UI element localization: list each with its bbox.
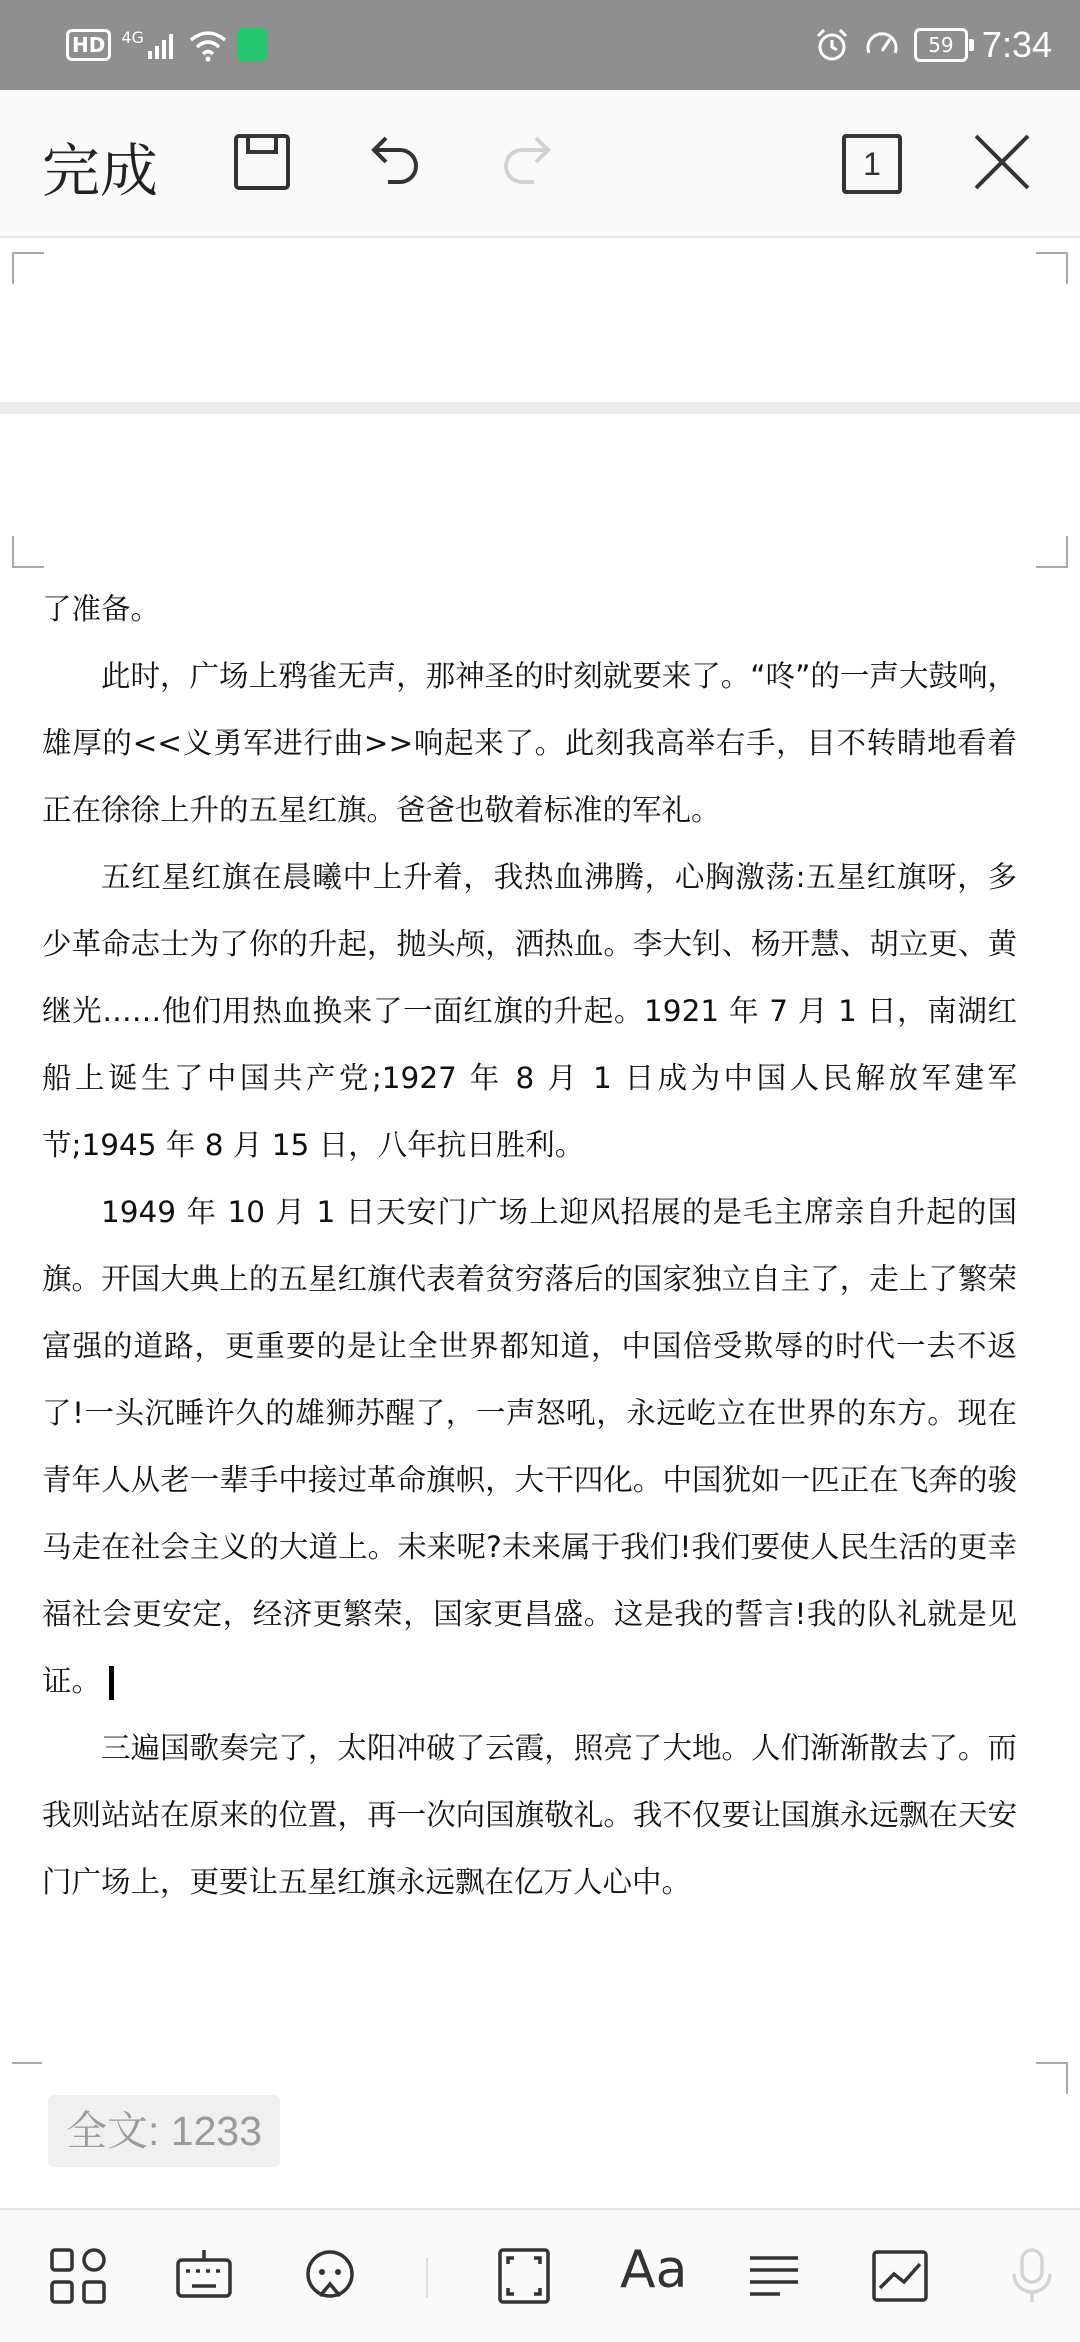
paragraph: 此时，广场上鸦雀无声，那神圣的时刻就要来了。“咚”的一声大鼓响，雄厚的<<义勇军进行曲>>响起来了。此刻我高举右手，目不转睛地看着正在徐徐上升的五星红旗。爸爸也敬着标准的军礼。 <box>42 659 1017 827</box>
insert-image-icon[interactable] <box>868 2244 932 2308</box>
editor-toolbar <box>0 90 1080 238</box>
paragraph: 了准备。 <box>42 592 161 626</box>
page-count-button[interactable] <box>842 134 902 194</box>
assistant-icon[interactable] <box>298 2244 362 2308</box>
security-app-icon <box>238 28 268 62</box>
alarm-icon <box>814 27 850 63</box>
battery-indicator: 59 <box>914 28 968 62</box>
speedometer-icon <box>864 27 900 63</box>
text-cursor <box>109 1666 114 1700</box>
signal-icon <box>146 29 178 61</box>
page-corner-mark <box>1036 536 1068 568</box>
bottom-toolbar <box>0 2208 1080 2342</box>
keyboard-icon[interactable] <box>172 2244 236 2308</box>
wifi-icon <box>188 28 228 62</box>
redo-icon[interactable] <box>488 122 568 202</box>
page-corner-mark <box>12 536 44 568</box>
font-format-button[interactable]: Aa <box>620 2240 688 2300</box>
save-icon[interactable] <box>222 122 302 202</box>
microphone-icon[interactable] <box>1000 2244 1064 2308</box>
status-right <box>814 18 1052 72</box>
status-bar <box>0 0 1080 90</box>
page-corner-mark <box>12 252 44 284</box>
network-type-label: 4G <box>121 27 144 47</box>
apps-grid-icon[interactable] <box>46 2244 110 2308</box>
toolbar-divider <box>426 2258 428 2298</box>
page-corner-mark <box>1036 252 1068 284</box>
undo-icon[interactable] <box>354 122 434 202</box>
paragraph: 五红星红旗在晨曦中上升着，我热血沸腾，心胸激荡:五星红旗呀，多少革命志士为了你的升起，抛头颅，洒热血。李大钊、杨开慧、胡立更、黄继光……他们用热血换来了一面红旗的升起。1921 年 7 月 1 日，南湖红船上诞生了中国共产党;1927 年 8 月 1 日成为中国人民解放军建军节;1945 年 8 月 15 日，八年抗日胜利。 <box>42 860 1017 1162</box>
done-button[interactable]: 完成 <box>42 137 159 205</box>
page-separator <box>0 402 1080 414</box>
document-body[interactable] <box>42 576 1017 1916</box>
paragraph-align-icon[interactable] <box>742 2244 806 2308</box>
page-corner-mark <box>12 2062 42 2094</box>
page-count-label: 1 <box>863 146 881 182</box>
close-icon[interactable] <box>962 122 1042 202</box>
paragraph-text: 1949 年 10 月 1 日天安门广场上迎风招展的是毛主席亲自升起的国旗。开国大典上的五星红旗代表着贫穷落后的国家独立自主了，走上了繁荣富强的道路，更重要的是让全世界都知道，中国倍受欺辱的时代一去不返了!一头沉睡许久的雄狮苏醒了，一声怒吼，永远屹立在世界的东方。现在青年人从老一辈手中接过革命旗帜，大干四化。中国犹如一匹正在飞奔的骏马走在社会主义的大道上。未来呢?未来属于我们!我们要使人民生活的更幸福社会更安定，经济更繁荣，国家更昌盛。这是我的誓言!我的队礼就是见证。 <box>42 1195 1017 1698</box>
previous-page-bottom <box>0 238 1080 402</box>
word-count-badge: 全文: 1233 <box>48 2095 280 2167</box>
page-corner-mark <box>1036 2062 1068 2094</box>
paragraph: 三遍国歌奏完了，太阳冲破了云霞，照亮了大地。人们渐渐散去了。而我则站站在原来的位置，再一次向国旗敬礼。我不仅要让国旗永远飘在天安门广场上，更要让五星红旗永远飘在亿万人心中。 <box>42 1731 1017 1899</box>
clock: 7:34 <box>981 24 1052 65</box>
hd-badge: HD <box>66 29 111 61</box>
fullscreen-icon[interactable] <box>492 2244 556 2308</box>
status-left <box>66 22 268 68</box>
paragraph <box>42 1179 1017 1715</box>
